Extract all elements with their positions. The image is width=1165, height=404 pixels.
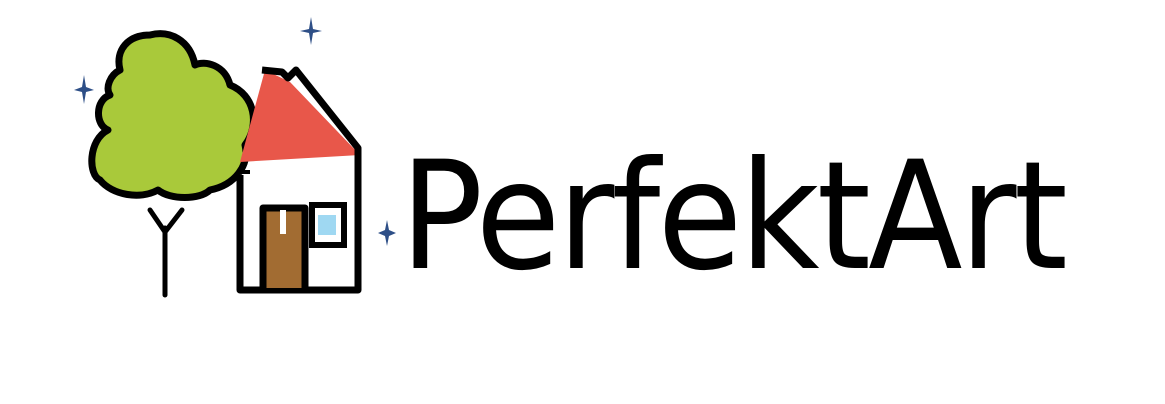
tree-icon [92, 34, 254, 295]
brand-name: PerfektArt [400, 130, 1066, 304]
house-icon [240, 70, 360, 290]
logo-mark [60, 10, 400, 305]
